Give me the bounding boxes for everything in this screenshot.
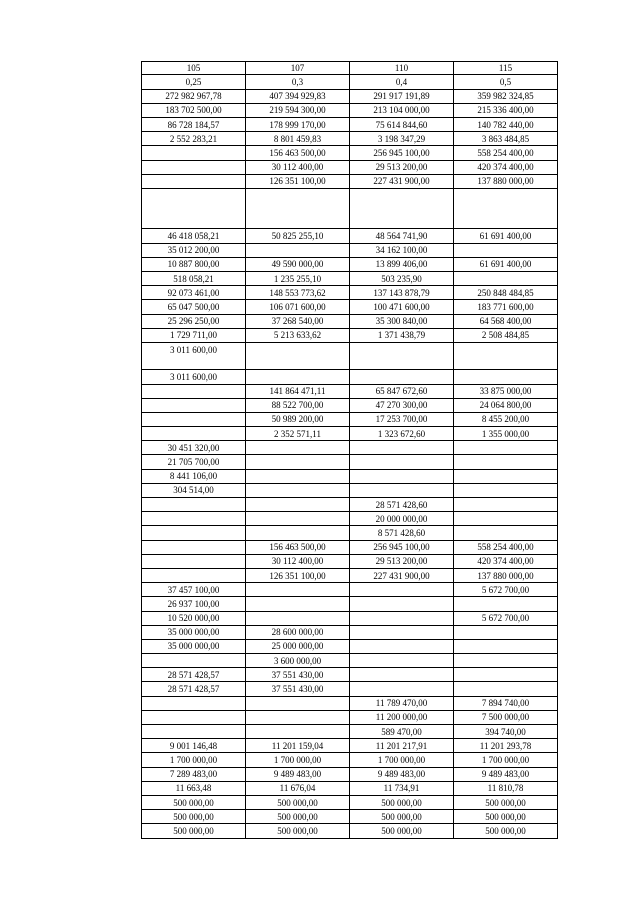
table-cell: 126 351 100,00 — [246, 174, 350, 188]
table-cell: 137 880 000,00 — [454, 568, 558, 582]
table-cell: 183 771 600,00 — [454, 300, 558, 314]
table-cell: 1 700 000,00 — [454, 753, 558, 767]
table-cell — [350, 625, 454, 639]
table-cell — [142, 512, 246, 526]
table-cell: 5 213 633,62 — [246, 328, 350, 342]
table-cell — [142, 160, 246, 174]
table-row — [142, 824, 558, 838]
table-cell: 215 336 400,00 — [454, 103, 558, 117]
table-cell: 35 000 000,00 — [142, 625, 246, 639]
table-cell: 17 253 700,00 — [350, 412, 454, 426]
table-cell — [246, 483, 350, 497]
table-cell: 2 508 484,85 — [454, 328, 558, 342]
table-cell: 500 000,00 — [246, 810, 350, 824]
table-row — [142, 243, 558, 257]
table-cell: 37 551 430,00 — [246, 668, 350, 682]
table-row — [142, 146, 558, 160]
table-cell — [454, 243, 558, 257]
table-cell: 1 371 438,79 — [350, 328, 454, 342]
table-cell — [246, 725, 350, 739]
table-cell — [142, 554, 246, 568]
table-cell: 11 201 217,91 — [350, 739, 454, 753]
table-row — [142, 583, 558, 597]
table-cell — [246, 215, 350, 229]
header-row — [142, 62, 558, 75]
table-row — [142, 781, 558, 795]
table-row — [142, 427, 558, 441]
table-cell: 272 982 967,78 — [142, 89, 246, 103]
table-row — [142, 286, 558, 300]
table-cell: 10 520 000,00 — [142, 611, 246, 625]
table-row — [142, 89, 558, 103]
table-cell — [350, 469, 454, 483]
table-cell — [142, 356, 246, 370]
table-cell — [142, 412, 246, 426]
header-cell: 115 — [454, 62, 558, 75]
table-cell: 65 847 672,60 — [350, 384, 454, 398]
table-cell: 0,4 — [350, 75, 454, 89]
table-row — [142, 639, 558, 653]
table-cell: 227 431 900,00 — [350, 174, 454, 188]
table-cell — [350, 682, 454, 696]
table-row — [142, 767, 558, 781]
table-cell: 420 374 400,00 — [454, 160, 558, 174]
table-row — [142, 668, 558, 682]
table-cell: 9 001 146,48 — [142, 739, 246, 753]
table-cell: 100 471 600,00 — [350, 300, 454, 314]
table-cell — [454, 215, 558, 229]
table-cell: 29 513 200,00 — [350, 160, 454, 174]
table-cell: 1 323 672,60 — [350, 427, 454, 441]
header-cell: 105 — [142, 62, 246, 75]
table-row — [142, 257, 558, 271]
table-cell: 11 789 470,00 — [350, 696, 454, 710]
table-cell — [246, 455, 350, 469]
table-cell: 8 571 428,60 — [350, 526, 454, 540]
table-row — [142, 412, 558, 426]
table-cell: 558 254 400,00 — [454, 146, 558, 160]
table-row — [142, 483, 558, 497]
table-cell: 589 470,00 — [350, 725, 454, 739]
table-cell: 11 676,04 — [246, 781, 350, 795]
table-cell — [142, 384, 246, 398]
table-cell: 3 600 000,00 — [246, 654, 350, 668]
table-row — [142, 810, 558, 824]
table-cell: 46 418 058,21 — [142, 229, 246, 243]
table-cell: 1 700 000,00 — [350, 753, 454, 767]
table-cell: 26 937 100,00 — [142, 597, 246, 611]
table-row — [142, 229, 558, 243]
table-cell — [246, 202, 350, 215]
table-cell: 2 552 283,21 — [142, 132, 246, 146]
table-cell: 156 463 500,00 — [246, 540, 350, 554]
table-row — [142, 117, 558, 131]
table-cell: 394 740,00 — [454, 725, 558, 739]
table-cell — [142, 188, 246, 202]
table-cell — [142, 146, 246, 160]
table-cell — [350, 441, 454, 455]
table-cell: 250 848 484,85 — [454, 286, 558, 300]
table-cell — [246, 342, 350, 356]
table-cell: 1 700 000,00 — [142, 753, 246, 767]
table-cell: 500 000,00 — [454, 795, 558, 809]
table-cell: 35 000 000,00 — [142, 639, 246, 653]
table-cell: 500 000,00 — [142, 824, 246, 838]
table-cell: 1 700 000,00 — [246, 753, 350, 767]
table-row — [142, 725, 558, 739]
table-cell: 11 734,91 — [350, 781, 454, 795]
table-row — [142, 568, 558, 582]
table-row — [142, 132, 558, 146]
table-cell: 1 235 255,10 — [246, 272, 350, 286]
table-row — [142, 300, 558, 314]
table-cell — [142, 526, 246, 540]
table-cell: 21 705 700,00 — [142, 455, 246, 469]
table-cell: 500 000,00 — [246, 795, 350, 809]
table-cell: 61 691 400,00 — [454, 229, 558, 243]
table-cell — [246, 498, 350, 512]
table-cell — [454, 469, 558, 483]
table-cell — [246, 512, 350, 526]
table-cell — [350, 597, 454, 611]
table-cell: 8 441 106,00 — [142, 469, 246, 483]
table-row — [142, 342, 558, 356]
table-cell — [350, 611, 454, 625]
table-cell: 500 000,00 — [350, 824, 454, 838]
table-cell: 3 011 600,00 — [142, 342, 246, 356]
table-cell: 47 270 300,00 — [350, 398, 454, 412]
table-row — [142, 512, 558, 526]
table-cell: 407 394 929,83 — [246, 89, 350, 103]
table-cell — [454, 455, 558, 469]
table-cell — [142, 398, 246, 412]
table-cell: 75 614 844,60 — [350, 117, 454, 131]
table-cell: 2 352 571,11 — [246, 427, 350, 441]
table-cell: 1 729 711,00 — [142, 328, 246, 342]
table-cell: 558 254 400,00 — [454, 540, 558, 554]
table-cell: 7 894 740,00 — [454, 696, 558, 710]
table-cell — [142, 696, 246, 710]
data-table — [141, 61, 558, 839]
header-cell: 107 — [246, 62, 350, 75]
table-cell — [454, 639, 558, 653]
table-cell: 7 289 483,00 — [142, 767, 246, 781]
table-cell: 3 198 347,29 — [350, 132, 454, 146]
table-cell: 49 590 000,00 — [246, 257, 350, 271]
table-cell: 48 564 741,90 — [350, 229, 454, 243]
table-row — [142, 625, 558, 639]
table-cell — [246, 710, 350, 724]
table-row — [142, 611, 558, 625]
table-cell — [142, 710, 246, 724]
table-cell — [142, 215, 246, 229]
table-cell — [454, 625, 558, 639]
table-cell: 178 999 170,00 — [246, 117, 350, 131]
table-cell: 156 463 500,00 — [246, 146, 350, 160]
table-cell — [350, 455, 454, 469]
table-cell — [246, 243, 350, 257]
table-row — [142, 202, 558, 215]
table-cell — [350, 356, 454, 370]
table-cell: 7 500 000,00 — [454, 710, 558, 724]
table-row — [142, 160, 558, 174]
table-row — [142, 696, 558, 710]
table-cell: 25 000 000,00 — [246, 639, 350, 653]
table-cell: 28 571 428,57 — [142, 668, 246, 682]
table-cell: 420 374 400,00 — [454, 554, 558, 568]
table-row — [142, 540, 558, 554]
table-cell: 219 594 300,00 — [246, 103, 350, 117]
table-cell — [246, 441, 350, 455]
table-cell: 11 663,48 — [142, 781, 246, 795]
table-cell: 86 728 184,57 — [142, 117, 246, 131]
table-row — [142, 75, 558, 89]
table-cell — [454, 682, 558, 696]
table-cell: 3 011 600,00 — [142, 370, 246, 384]
table-cell: 1 355 000,00 — [454, 427, 558, 441]
table-cell: 9 489 483,00 — [350, 767, 454, 781]
table-row — [142, 272, 558, 286]
table-cell: 28 571 428,60 — [350, 498, 454, 512]
table-cell: 30 451 320,00 — [142, 441, 246, 455]
table-cell: 126 351 100,00 — [246, 568, 350, 582]
table-cell: 10 887 800,00 — [142, 257, 246, 271]
table-cell: 88 522 700,00 — [246, 398, 350, 412]
table-cell: 34 162 100,00 — [350, 243, 454, 257]
table-row — [142, 103, 558, 117]
table-cell: 8 801 459,83 — [246, 132, 350, 146]
table-cell: 24 064 800,00 — [454, 398, 558, 412]
table-row — [142, 682, 558, 696]
table-cell: 13 899 406,00 — [350, 257, 454, 271]
table-cell — [350, 483, 454, 497]
table-cell: 11 200 000,00 — [350, 710, 454, 724]
table-cell: 359 982 324,85 — [454, 89, 558, 103]
table-row — [142, 753, 558, 767]
table-row — [142, 398, 558, 412]
table-cell: 37 268 540,00 — [246, 314, 350, 328]
table-row — [142, 356, 558, 370]
table-cell — [246, 188, 350, 202]
table-cell: 500 000,00 — [454, 810, 558, 824]
table-cell: 92 073 461,00 — [142, 286, 246, 300]
table-cell: 30 112 400,00 — [246, 160, 350, 174]
table-cell: 137 880 000,00 — [454, 174, 558, 188]
table-row — [142, 739, 558, 753]
table-row — [142, 455, 558, 469]
table-cell: 35 012 200,00 — [142, 243, 246, 257]
table-cell: 518 058,21 — [142, 272, 246, 286]
table-cell — [454, 342, 558, 356]
table-row — [142, 526, 558, 540]
table-cell — [142, 568, 246, 582]
table-cell — [246, 583, 350, 597]
table-cell: 148 553 773,62 — [246, 286, 350, 300]
table-cell: 28 600 000,00 — [246, 625, 350, 639]
table-cell: 9 489 483,00 — [246, 767, 350, 781]
table-body — [142, 62, 558, 839]
table-cell — [350, 639, 454, 653]
table-cell — [246, 611, 350, 625]
table-cell — [454, 526, 558, 540]
table-cell: 500 000,00 — [350, 795, 454, 809]
table-row — [142, 441, 558, 455]
table-cell: 30 112 400,00 — [246, 554, 350, 568]
table-cell — [454, 512, 558, 526]
table-cell: 503 235,90 — [350, 272, 454, 286]
table-cell: 11 810,78 — [454, 781, 558, 795]
table-row — [142, 554, 558, 568]
table-cell: 213 104 000,00 — [350, 103, 454, 117]
table-cell: 5 672 700,00 — [454, 583, 558, 597]
table-row — [142, 174, 558, 188]
table-cell: 500 000,00 — [246, 824, 350, 838]
table-row — [142, 314, 558, 328]
table-cell — [350, 583, 454, 597]
table-row — [142, 654, 558, 668]
table-cell — [142, 174, 246, 188]
table-cell: 64 568 400,00 — [454, 314, 558, 328]
table-cell — [246, 526, 350, 540]
table-cell: 37 551 430,00 — [246, 682, 350, 696]
table-cell: 500 000,00 — [454, 824, 558, 838]
table-cell: 50 825 255,10 — [246, 229, 350, 243]
table-cell: 500 000,00 — [142, 810, 246, 824]
table-cell — [142, 540, 246, 554]
table-cell: 28 571 428,57 — [142, 682, 246, 696]
table-cell — [454, 441, 558, 455]
table-cell: 106 071 600,00 — [246, 300, 350, 314]
table-cell — [454, 668, 558, 682]
table-cell: 20 000 000,00 — [350, 512, 454, 526]
table-cell: 61 691 400,00 — [454, 257, 558, 271]
table-cell — [246, 370, 350, 384]
header-cell: 110 — [350, 62, 454, 75]
table-cell: 0,5 — [454, 75, 558, 89]
table-cell — [350, 668, 454, 682]
table-cell — [350, 202, 454, 215]
table-cell: 256 945 100,00 — [350, 146, 454, 160]
table-row — [142, 597, 558, 611]
table-cell — [454, 483, 558, 497]
table-cell — [454, 370, 558, 384]
table-cell — [454, 356, 558, 370]
table-cell — [246, 696, 350, 710]
table-cell: 183 702 500,00 — [142, 103, 246, 117]
table-cell — [350, 342, 454, 356]
table-cell: 25 296 250,00 — [142, 314, 246, 328]
table-cell — [454, 498, 558, 512]
table-cell: 3 863 484,85 — [454, 132, 558, 146]
table-cell: 291 917 191,89 — [350, 89, 454, 103]
table-cell — [350, 370, 454, 384]
table-cell — [454, 597, 558, 611]
table-row — [142, 215, 558, 229]
table-cell: 227 431 900,00 — [350, 568, 454, 582]
table-cell — [142, 725, 246, 739]
table-row — [142, 795, 558, 809]
table-row — [142, 469, 558, 483]
table-cell: 35 300 840,00 — [350, 314, 454, 328]
table-cell: 500 000,00 — [350, 810, 454, 824]
table-cell: 304 514,00 — [142, 483, 246, 497]
table-row — [142, 710, 558, 724]
table-cell: 0,3 — [246, 75, 350, 89]
table-cell — [142, 654, 246, 668]
table-cell: 256 945 100,00 — [350, 540, 454, 554]
table-cell — [454, 654, 558, 668]
table-cell — [350, 654, 454, 668]
table-cell — [246, 469, 350, 483]
table-cell: 500 000,00 — [142, 795, 246, 809]
table-row — [142, 498, 558, 512]
table-cell — [350, 188, 454, 202]
table-cell — [246, 356, 350, 370]
table-cell — [246, 597, 350, 611]
table-cell — [142, 427, 246, 441]
table-cell — [454, 188, 558, 202]
table-cell — [454, 272, 558, 286]
table-cell — [454, 202, 558, 215]
table-row — [142, 188, 558, 202]
table-row — [142, 384, 558, 398]
table-cell — [350, 215, 454, 229]
table-row — [142, 328, 558, 342]
table-cell: 33 875 000,00 — [454, 384, 558, 398]
table-cell: 8 455 200,00 — [454, 412, 558, 426]
table-cell — [142, 202, 246, 215]
table-cell: 50 989 200,00 — [246, 412, 350, 426]
table-cell — [142, 498, 246, 512]
table-cell: 137 143 878,79 — [350, 286, 454, 300]
table-cell: 37 457 100,00 — [142, 583, 246, 597]
table-cell: 5 672 700,00 — [454, 611, 558, 625]
table-cell: 140 782 440,00 — [454, 117, 558, 131]
table-cell: 0,25 — [142, 75, 246, 89]
table-cell: 65 047 500,00 — [142, 300, 246, 314]
table-cell: 11 201 159,04 — [246, 739, 350, 753]
table-cell: 29 513 200,00 — [350, 554, 454, 568]
table-cell: 9 489 483,00 — [454, 767, 558, 781]
table-row — [142, 370, 558, 384]
table-cell: 11 201 293,78 — [454, 739, 558, 753]
table-cell: 141 864 471,11 — [246, 384, 350, 398]
